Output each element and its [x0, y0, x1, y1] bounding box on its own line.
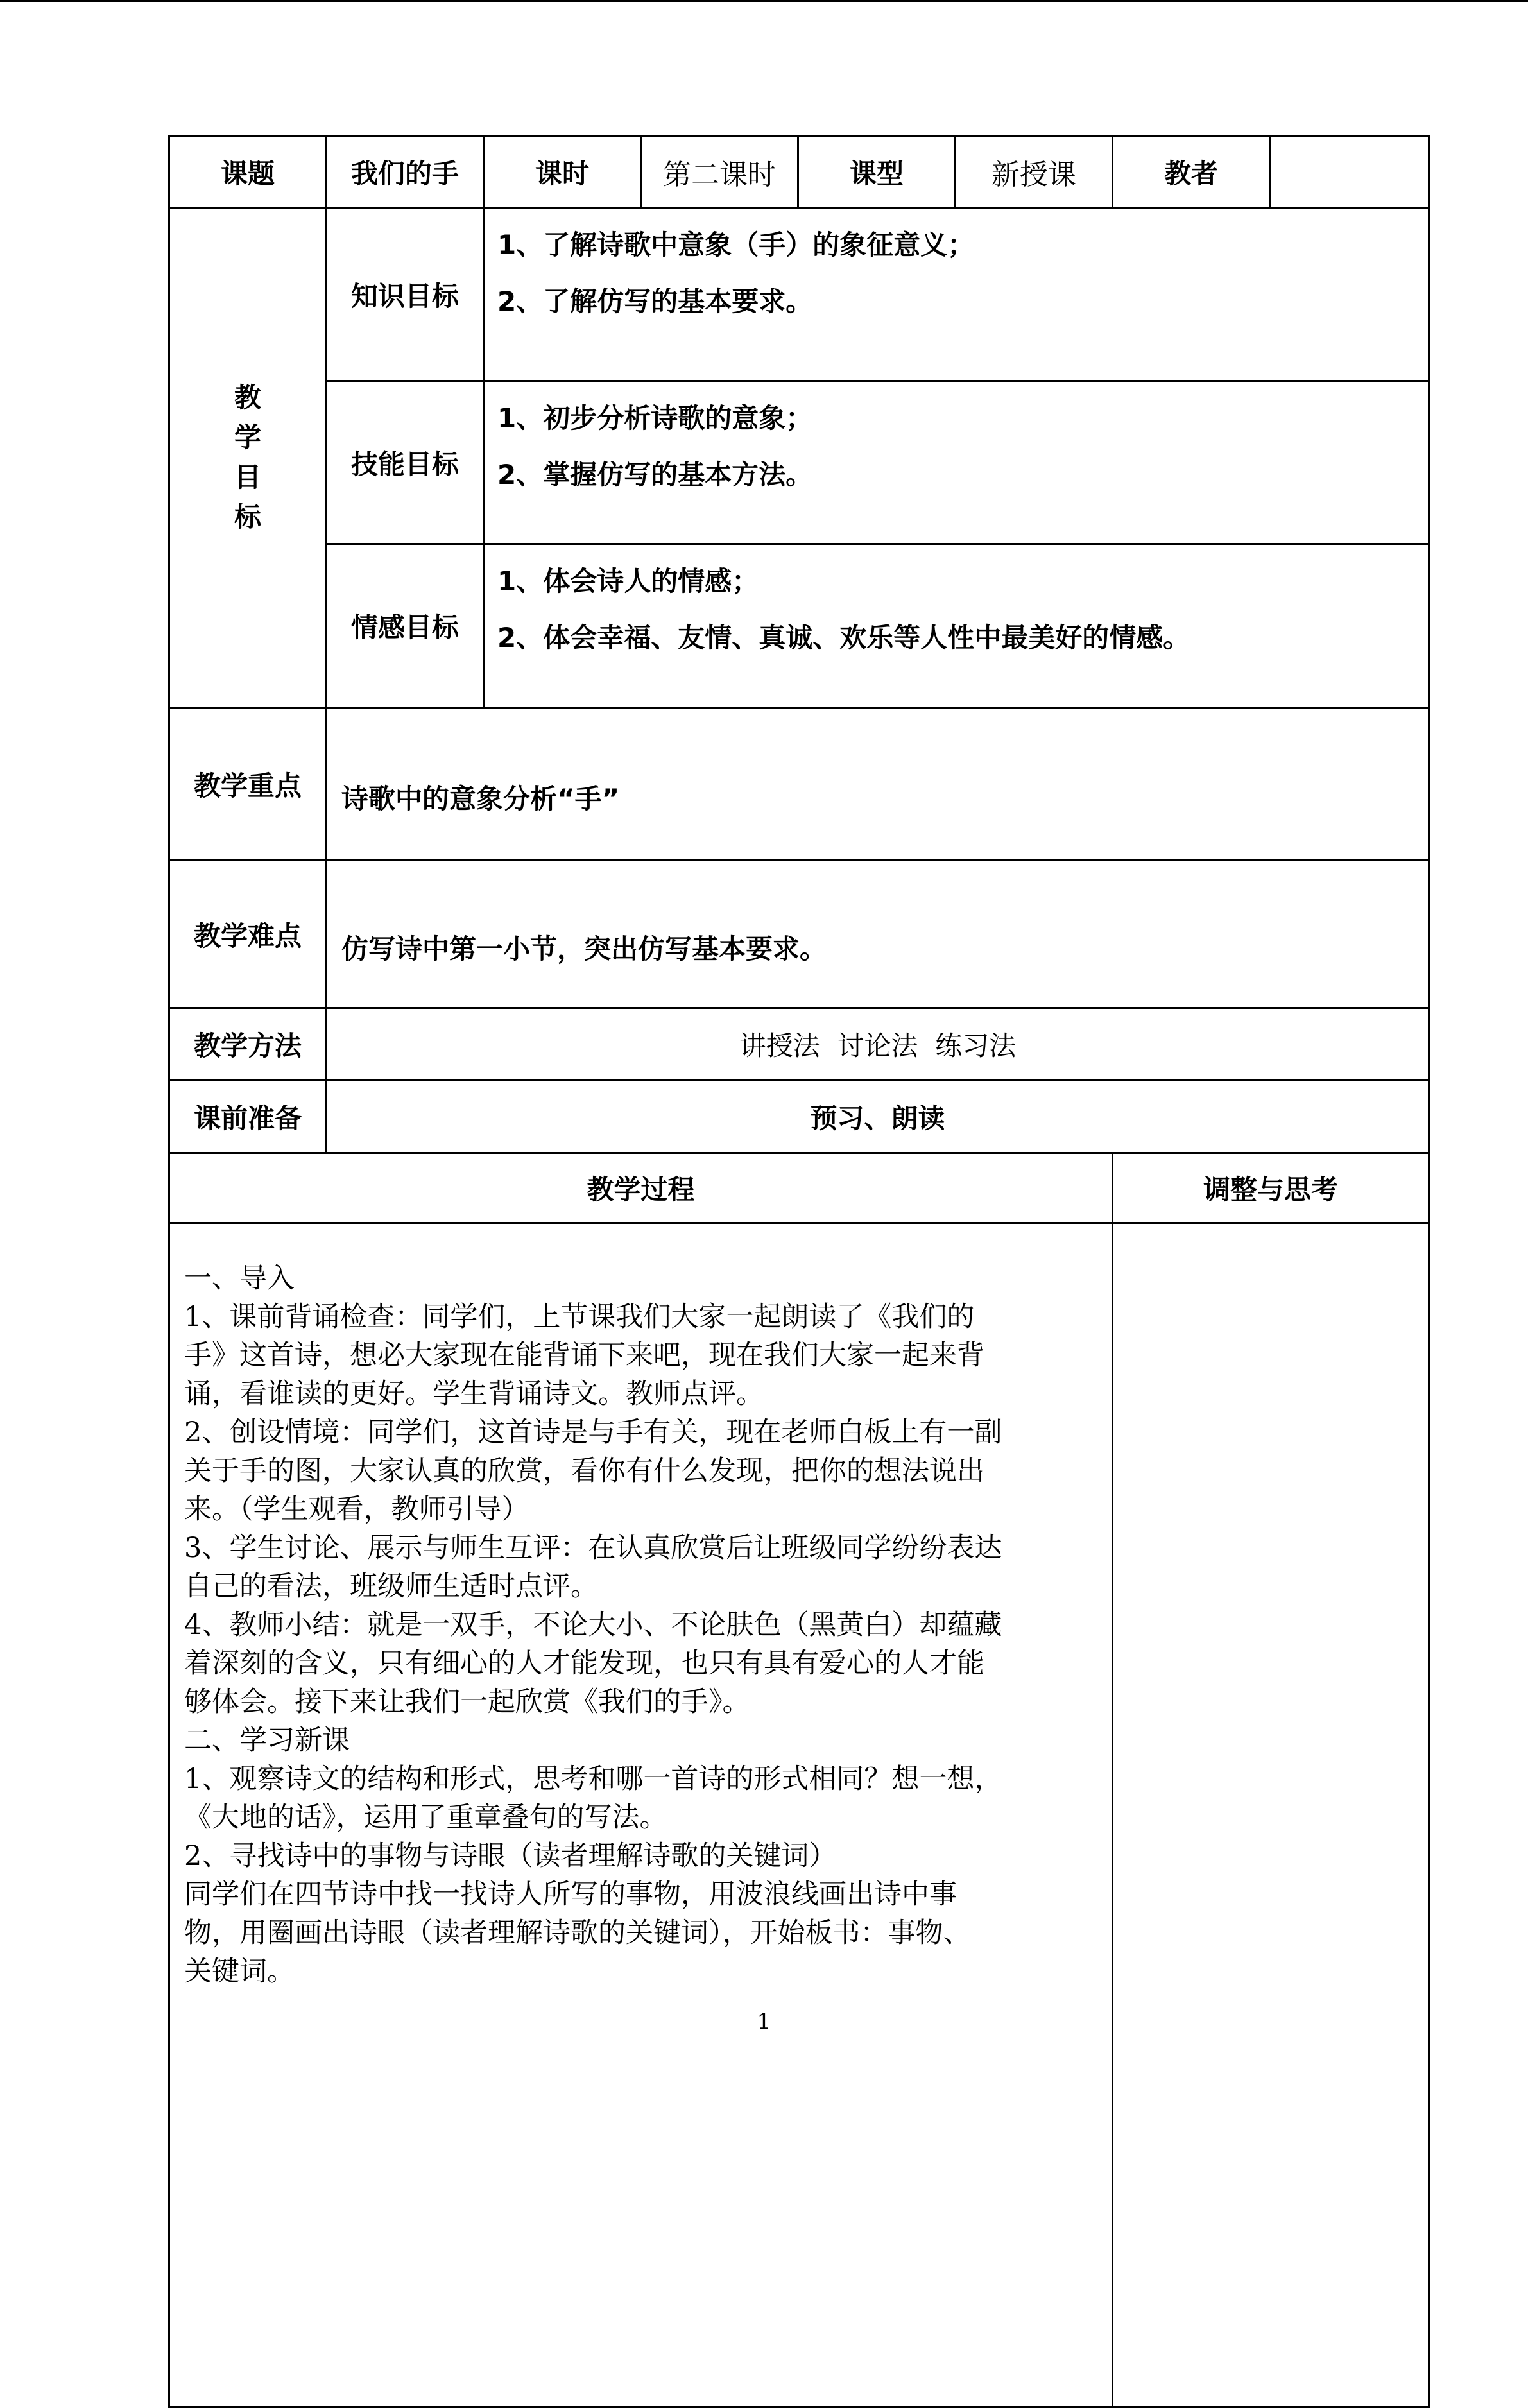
key-point-label: 教学重点 — [169, 708, 327, 861]
process-line: 1、课前背诵检查：同学们，上节课我们大家一起朗读了《我们的 — [184, 1301, 975, 1333]
type-label: 课型 — [798, 137, 956, 208]
process-line: 同学们在四节诗中找一找诗人所写的事物，用波浪线画出诗中事 — [184, 1879, 957, 1911]
process-line: 够体会。接下来让我们一起欣赏《我们的手》。 — [184, 1686, 750, 1718]
objectives-group-label: 教 学 目 标 — [169, 208, 327, 708]
objective-knowledge-row — [169, 208, 1429, 381]
process-content-row — [169, 1223, 1429, 2407]
knowledge-objective-label: 知识目标 — [327, 208, 484, 381]
process-line: 《大地的话》，运用了重章叠句的写法。 — [184, 1802, 667, 1834]
process-line: 物，用圈画出诗眼（读者理解诗歌的关键词），开始板书：事物、 — [184, 1917, 971, 1949]
skill-objective-label: 技能目标 — [327, 381, 484, 544]
key-point-row — [169, 708, 1429, 861]
objective-emotion-row — [169, 544, 1429, 708]
method-row — [169, 1008, 1429, 1081]
header-row — [169, 137, 1429, 208]
process-line: 自己的看法，班级师生适时点评。 — [184, 1570, 598, 1603]
process-line: 2、创设情境：同学们，这首诗是与手有关，现在老师白板上有一副 — [184, 1416, 1002, 1449]
preparation-label: 课前准备 — [169, 1081, 327, 1153]
process-heading: 教学过程 — [169, 1153, 1113, 1223]
process-line: 关于手的图，大家认真的欣赏，看你有什么发现，把你的想法说出 — [184, 1455, 984, 1487]
process-line: 二、学习新课 — [184, 1724, 350, 1757]
process-line: 4、教师小结：就是一双手，不论大小、不论肤色（黑黄白）却蕴藏 — [184, 1609, 1002, 1641]
process-content — [169, 1223, 1113, 2407]
objective-skill-row — [169, 381, 1429, 544]
page-number: 1 — [757, 2009, 771, 2034]
knowledge-objective-content: 1、了解诗歌中意象（手）的象征意义； 2、了解仿写的基本要求。 — [484, 208, 1429, 381]
difficulty-value: 仿写诗中第一小节，突出仿写基本要求。 — [327, 861, 1429, 1008]
process-header-row — [169, 1153, 1429, 1223]
emotion-objective-label: 情感目标 — [327, 544, 484, 708]
top-border-line — [0, 0, 1528, 2]
method-value: 讲授法 讨论法 练习法 — [327, 1008, 1429, 1081]
process-line: 来。（学生观看，教师引导） — [184, 1493, 529, 1526]
process-line: 1、观察诗文的结构和形式，思考和哪一首诗的形式相同？想一想， — [184, 1763, 1002, 1795]
period-value: 第二课时 — [641, 137, 798, 208]
difficulty-label: 教学难点 — [169, 861, 327, 1008]
lesson-plan-table — [168, 135, 1430, 2408]
skill-objective-content: 1、初步分析诗歌的意象； 2、掌握仿写的基本方法。 — [484, 381, 1429, 544]
period-label: 课时 — [484, 137, 641, 208]
process-line: 手》这首诗，想必大家现在能背诵下来吧，现在我们大家一起来背 — [184, 1339, 984, 1372]
type-value: 新授课 — [956, 137, 1113, 208]
process-line: 3、学生讨论、展示与师生互评：在认真欣赏后让班级同学纷纷表达 — [184, 1532, 1002, 1564]
preparation-row — [169, 1081, 1429, 1153]
process-line: 诵，看谁读的更好。学生背诵诗文。教师点评。 — [184, 1378, 764, 1410]
key-point-value: 诗歌中的意象分析“手” — [327, 708, 1429, 861]
process-line: 一、导入 — [184, 1262, 295, 1294]
topic-value: 我们的手 — [327, 137, 484, 208]
emotion-objective-content: 1、体会诗人的情感； 2、体会幸福、友情、真诚、欢乐等人性中最美好的情感。 — [484, 544, 1429, 708]
topic-label: 课题 — [169, 137, 327, 208]
adjustment-notes — [1113, 1223, 1429, 2407]
difficulty-row — [169, 861, 1429, 1008]
teacher-label: 教者 — [1113, 137, 1270, 208]
method-label: 教学方法 — [169, 1008, 327, 1081]
teacher-value — [1270, 137, 1429, 208]
adjustment-heading: 调整与思考 — [1113, 1153, 1429, 1223]
process-line: 关键词。 — [184, 1956, 295, 1988]
process-line: 2、寻找诗中的事物与诗眼（读者理解诗歌的关键词） — [184, 1840, 837, 1872]
process-line: 着深刻的含义，只有细心的人才能发现，也只有具有爱心的人才能 — [184, 1647, 984, 1680]
preparation-value: 预习、朗读 — [327, 1081, 1429, 1153]
